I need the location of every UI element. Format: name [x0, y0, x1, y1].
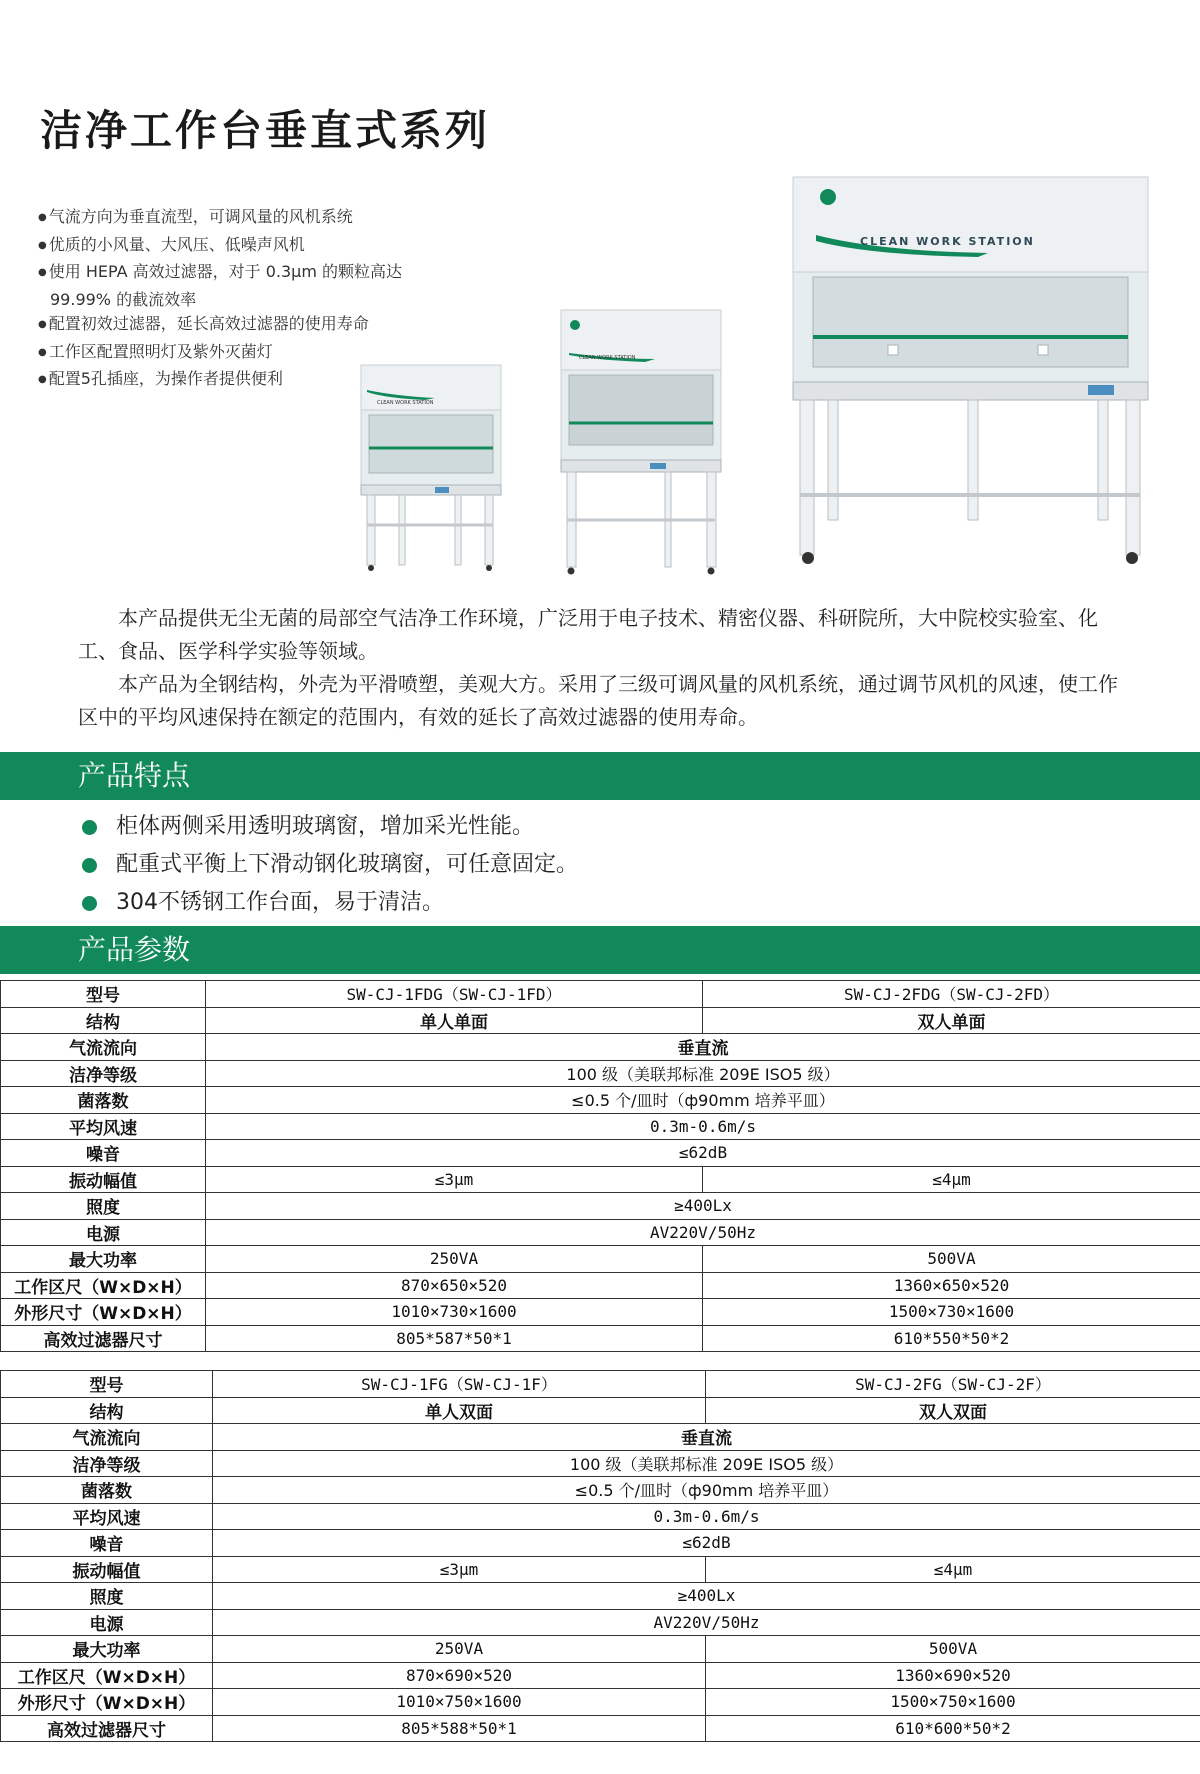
spec-table-2 [0, 1370, 1200, 1742]
cell: 垂直流 [206, 1034, 1200, 1061]
cell: AV220V/50Hz [213, 1609, 1200, 1636]
cell: 单人双面 [213, 1397, 706, 1424]
row-label: 平均风速 [1, 1503, 213, 1530]
cell: 100 级（美联邦标准 209E ISO5 级） [206, 1060, 1200, 1087]
table-row [1, 1424, 1200, 1451]
svg-text:CLEAN WORK STATION: CLEAN WORK STATION [579, 355, 636, 361]
cell: 垂直流 [213, 1424, 1200, 1451]
feature-item: ● 优质的小风量、大风压、低噪声风机 [38, 233, 438, 261]
section-features-header: 产品特点 [0, 752, 1200, 800]
cell: 0.3m-0.6m/s [213, 1503, 1200, 1530]
table-row [1, 1689, 1200, 1716]
table-row [1, 1034, 1200, 1061]
row-label: 菌落数 [1, 1087, 206, 1114]
row-label: 洁净等级 [1, 1060, 206, 1087]
cell: 1500×750×1600 [706, 1689, 1200, 1716]
table-row [1, 1450, 1200, 1477]
product-feature-item: 配重式平衡上下滑动钢化玻璃窗，可任意固定。 [82, 846, 578, 884]
row-label: 结构 [1, 1007, 206, 1034]
row-label: 噪音 [1, 1140, 206, 1167]
cell: 双人单面 [703, 1007, 1200, 1034]
table-row [1, 1219, 1200, 1246]
row-label: 振动幅值 [1, 1166, 206, 1193]
row-label: 气流流向 [1, 1424, 213, 1451]
row-label: 最大功率 [1, 1246, 206, 1273]
table-row [1, 1060, 1200, 1087]
svg-text:CLEAN WORK STATION: CLEAN WORK STATION [377, 400, 434, 406]
table-row [1, 1503, 1200, 1530]
table-row [1, 1636, 1200, 1663]
table-row [1, 1272, 1200, 1299]
intro-text [78, 602, 1128, 734]
cell: ≥400Lx [206, 1193, 1200, 1220]
cell: 870×690×520 [213, 1662, 706, 1689]
table-row [1, 1556, 1200, 1583]
row-label: 外形尺寸（W×D×H） [1, 1689, 213, 1716]
row-label: 照度 [1, 1193, 206, 1220]
row-label: 洁净等级 [1, 1450, 213, 1477]
row-label: 型号 [1, 981, 206, 1008]
cell: ≤62dB [206, 1140, 1200, 1167]
cell: 805*587*50*1 [206, 1325, 703, 1352]
feature-item: ● 配置5孔插座，为操作者提供便利 [38, 367, 438, 395]
table-row [1, 981, 1200, 1008]
table-row [1, 1715, 1200, 1742]
table-row [1, 1609, 1200, 1636]
row-label: 外形尺寸（W×D×H） [1, 1299, 206, 1326]
row-label: 型号 [1, 1371, 213, 1398]
table-row [1, 1246, 1200, 1273]
table-row [1, 1662, 1200, 1689]
cell: SW-CJ-1FDG（SW-CJ-1FD） [206, 981, 703, 1008]
row-label: 电源 [1, 1219, 206, 1246]
table-row [1, 1583, 1200, 1610]
cell: ≤4μm [703, 1166, 1200, 1193]
product-features-list [82, 808, 578, 922]
product-large-image [788, 175, 1153, 570]
cell: ≤4μm [706, 1556, 1200, 1583]
row-label: 照度 [1, 1583, 213, 1610]
feature-item: ● 气流方向为垂直流型，可调风量的风机系统 [38, 205, 438, 233]
table-row [1, 1113, 1200, 1140]
product-feature-item: 柜体两侧采用透明玻璃窗，增加采光性能。 [82, 808, 578, 846]
table-row [1, 1397, 1200, 1424]
cell: 双人双面 [706, 1397, 1200, 1424]
table-row [1, 1530, 1200, 1557]
row-label: 高效过滤器尺寸 [1, 1325, 206, 1352]
cell: 500VA [706, 1636, 1200, 1663]
row-label: 平均风速 [1, 1113, 206, 1140]
feature-item: ● 使用 HEPA 高效过滤器，对于 0.3μm 的颗粒高达 99.99% 的截流效率 [38, 260, 438, 312]
row-label: 噪音 [1, 1530, 213, 1557]
cell: ≤0.5 个/皿时（ф90mm 培养平皿） [213, 1477, 1200, 1504]
table-row [1, 1140, 1200, 1167]
cell: 1010×750×1600 [213, 1689, 706, 1716]
cell: 1360×650×520 [703, 1272, 1200, 1299]
product-small-image [355, 360, 510, 575]
cell: 250VA [206, 1246, 703, 1273]
cell: ≤62dB [213, 1530, 1200, 1557]
cell: 1010×730×1600 [206, 1299, 703, 1326]
table-row [1, 1477, 1200, 1504]
page-title: 洁净工作台垂直式系列 [40, 106, 491, 155]
table-row [1, 1371, 1200, 1398]
row-label: 气流流向 [1, 1034, 206, 1061]
cell: 1360×690×520 [706, 1662, 1200, 1689]
feature-item: ● 工作区配置照明灯及紫外灭菌灯 [38, 340, 438, 368]
cell: ≥400Lx [213, 1583, 1200, 1610]
table-row [1, 1325, 1200, 1352]
row-label: 工作区尺（W×D×H） [1, 1662, 213, 1689]
table-row [1, 1193, 1200, 1220]
cell: SW-CJ-1FG（SW-CJ-1F） [213, 1371, 706, 1398]
spec-table-1 [0, 980, 1200, 1352]
intro-paragraph: 本产品提供无尘无菌的局部空气洁净工作环境，广泛用于电子技术、精密仪器、科研院所，大中院校实验室、化工、食品、医学科学实验等领域。 [78, 606, 1098, 663]
cell: 610*600*50*2 [706, 1715, 1200, 1742]
row-label: 最大功率 [1, 1636, 213, 1663]
product-medium-image [555, 305, 730, 580]
cell: ≤3μm [213, 1556, 706, 1583]
product-feature-item: 304不锈钢工作台面，易于清洁。 [82, 884, 578, 922]
cell: AV220V/50Hz [206, 1219, 1200, 1246]
cell: 100 级（美联邦标准 209E ISO5 级） [213, 1450, 1200, 1477]
table-row [1, 1007, 1200, 1034]
table-row [1, 1087, 1200, 1114]
cell: 单人单面 [206, 1007, 703, 1034]
cell: SW-CJ-2FG（SW-CJ-2F） [706, 1371, 1200, 1398]
cell: 500VA [703, 1246, 1200, 1273]
cell: 610*550*50*2 [703, 1325, 1200, 1352]
cell: 0.3m-0.6m/s [206, 1113, 1200, 1140]
row-label: 工作区尺（W×D×H） [1, 1272, 206, 1299]
row-label: 电源 [1, 1609, 213, 1636]
cell: 1500×730×1600 [703, 1299, 1200, 1326]
cell: SW-CJ-2FDG（SW-CJ-2FD） [703, 981, 1200, 1008]
row-label: 振动幅值 [1, 1556, 213, 1583]
table-row [1, 1299, 1200, 1326]
feature-item: ● 配置初效过滤器，延长高效过滤器的使用寿命 [38, 312, 438, 340]
clean-work-station-label: CLEAN WORK STATION [860, 235, 1035, 248]
row-label: 高效过滤器尺寸 [1, 1715, 213, 1742]
row-label: 菌落数 [1, 1477, 213, 1504]
row-label: 结构 [1, 1397, 213, 1424]
section-params-header: 产品参数 [0, 926, 1200, 974]
cell: ≤0.5 个/皿时（ф90mm 培养平皿） [206, 1087, 1200, 1114]
cell: 870×650×520 [206, 1272, 703, 1299]
cell: 250VA [213, 1636, 706, 1663]
table-row [1, 1166, 1200, 1193]
cell: 805*588*50*1 [213, 1715, 706, 1742]
cell: ≤3μm [206, 1166, 703, 1193]
intro-paragraph: 本产品为全钢结构，外壳为平滑喷塑，美观大方。采用了三级可调风量的风机系统，通过调节风机的风速，使工作区中的平均风速保持在额定的范围内，有效的延长了高效过滤器的使用寿命。 [78, 672, 1118, 729]
